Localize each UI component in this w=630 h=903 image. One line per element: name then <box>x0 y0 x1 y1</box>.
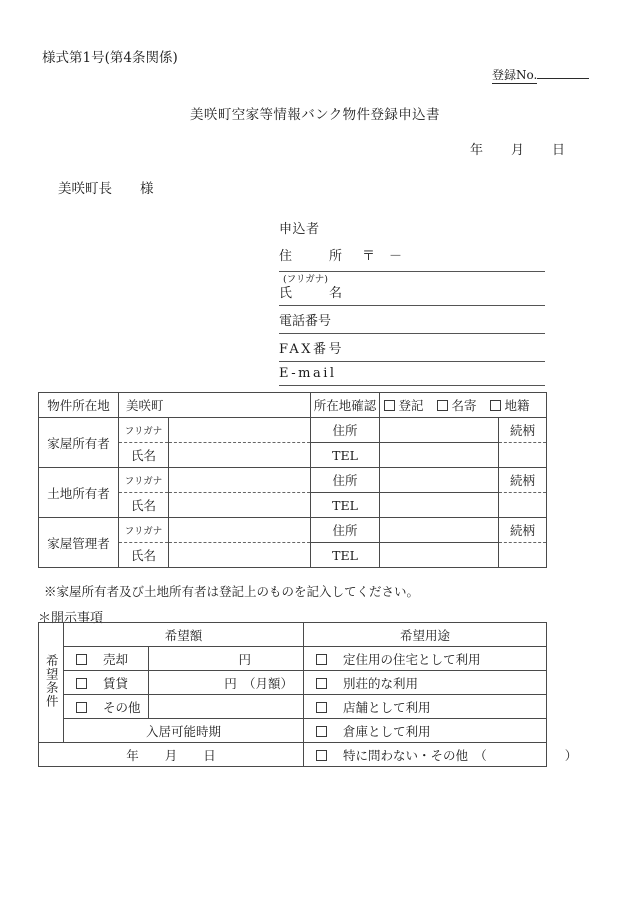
checkbox-icon[interactable] <box>384 400 395 411</box>
applicant-heading: 申込者 <box>279 222 320 237</box>
amount-option-label: その他 <box>103 699 141 715</box>
party-relation-value[interactable] <box>499 443 547 468</box>
property-location-value[interactable]: 美咲町 <box>119 393 311 418</box>
party-tel-value[interactable] <box>380 493 499 518</box>
amount-column-header: 希望額 <box>64 623 304 647</box>
table-row-other-amount <box>39 695 547 719</box>
registration-number-blank[interactable] <box>537 77 589 79</box>
addressee-line <box>58 177 154 197</box>
party-tel-label: TEL <box>311 443 380 468</box>
movein-year-label: 年 <box>126 747 139 763</box>
movein-month-label: 月 <box>164 747 178 763</box>
date-line <box>470 139 565 158</box>
confirm-option-nayose[interactable] <box>437 396 477 414</box>
party-name-value[interactable] <box>169 443 311 468</box>
use-option-label: 別荘的な利用 <box>343 675 419 691</box>
party-address-label: 住所 <box>311 518 380 543</box>
applicant-block-bottom-rule <box>279 385 545 386</box>
applicant-address-label: 住 所 <box>279 249 355 264</box>
amount-option-label: 売却 <box>103 651 129 667</box>
table-row-house-manager-furigana <box>39 518 547 543</box>
checkbox-icon[interactable] <box>76 678 87 689</box>
party-address-value[interactable] <box>380 518 499 543</box>
amount-unit-label: 円 <box>238 651 252 667</box>
party-relation-label: 続柄 <box>499 468 547 493</box>
table-row-movein-date <box>39 743 547 767</box>
use-option-label: 倉庫として利用 <box>343 723 431 739</box>
checkbox-icon[interactable] <box>316 726 327 737</box>
location-confirm-label: 所在地確認 <box>311 393 380 418</box>
use-option-close-paren: ） <box>564 747 578 763</box>
party-name-value[interactable] <box>169 493 311 518</box>
date-day-label: 日 <box>552 143 566 158</box>
checkbox-icon[interactable] <box>437 400 448 411</box>
use-option-residence[interactable] <box>304 647 547 671</box>
use-option-label: 特に問わない・その他 （ <box>343 747 487 763</box>
checkbox-icon[interactable] <box>76 702 87 713</box>
party-furigana-label: フリガナ <box>119 418 169 443</box>
party-relation-label: 続柄 <box>499 418 547 443</box>
party-role-land-owner: 土地所有者 <box>39 468 119 518</box>
party-relation-value[interactable] <box>499 493 547 518</box>
table-row-movein-header <box>39 719 547 743</box>
registration-number-label: 登録No. <box>492 68 538 82</box>
confirm-option-toroki[interactable] <box>384 396 424 414</box>
amount-option-label: 賃貸 <box>103 675 129 691</box>
applicant-fax-row[interactable] <box>279 333 545 361</box>
party-tel-label: TEL <box>311 543 380 568</box>
table-row-house-owner-furigana <box>39 418 547 443</box>
party-furigana-value[interactable] <box>169 518 311 543</box>
party-furigana-value[interactable] <box>169 468 311 493</box>
location-confirm-options <box>380 393 547 418</box>
party-role-house-owner: 家屋所有者 <box>39 418 119 468</box>
addressee-name: 美咲町長 <box>58 181 112 197</box>
checkbox-icon[interactable] <box>316 750 327 761</box>
applicant-tel-label: 電話番号 <box>279 314 332 330</box>
applicant-fax-label: FAX番号 <box>279 342 345 358</box>
disclosure-vertical-label-cell <box>39 623 64 743</box>
party-name-label: 氏名 <box>119 543 169 568</box>
amount-unit-label: 円 （月額） <box>224 675 294 691</box>
use-option-label: 店舗として利用 <box>343 699 431 715</box>
checkbox-icon[interactable] <box>76 654 87 665</box>
applicant-tel-row[interactable] <box>279 305 545 333</box>
amount-value-sale[interactable] <box>149 647 304 671</box>
date-year-label: 年 <box>470 143 484 158</box>
applicant-name-label: 氏 名 <box>279 285 355 301</box>
confirm-option-label: 登記 <box>398 398 424 413</box>
party-tel-value[interactable] <box>380 543 499 568</box>
applicant-address-row <box>279 239 545 271</box>
form-number: 様式第1号(第4条関係) <box>42 50 178 66</box>
table-row-sale <box>39 647 547 671</box>
disclosure-section-title: ＊開示事項 <box>38 611 104 626</box>
applicant-name-row[interactable] <box>279 271 545 305</box>
use-option-warehouse[interactable] <box>304 719 547 743</box>
disclosure-vertical-label: 希望条件 <box>44 654 60 708</box>
amount-value-other[interactable] <box>149 695 304 719</box>
movein-date-value[interactable] <box>39 743 304 767</box>
party-furigana-label: フリガナ <box>119 468 169 493</box>
use-option-shop[interactable] <box>304 695 547 719</box>
registration-number-field <box>492 66 589 83</box>
amount-option-rent[interactable] <box>64 671 149 695</box>
party-relation-value[interactable] <box>499 543 547 568</box>
applicant-furigana-label: (フリガナ) <box>283 274 328 285</box>
party-address-label: 住所 <box>311 418 380 443</box>
party-tel-value[interactable] <box>380 443 499 468</box>
applicant-block <box>279 218 545 386</box>
disclosure-table <box>38 622 578 767</box>
applicant-email-row[interactable] <box>279 361 545 385</box>
party-address-value[interactable] <box>380 468 499 493</box>
property-table <box>38 392 547 568</box>
postal-code-mark: 〒 <box>362 249 390 264</box>
confirm-option-label: 名寄 <box>451 398 477 413</box>
amount-option-sale[interactable] <box>64 647 149 671</box>
amount-option-other[interactable] <box>64 695 149 719</box>
party-furigana-value[interactable] <box>169 418 311 443</box>
party-name-value[interactable] <box>169 543 311 568</box>
party-address-value[interactable] <box>380 418 499 443</box>
checkbox-icon[interactable] <box>490 400 501 411</box>
movein-header: 入居可能時期 <box>64 719 304 743</box>
use-option-villa[interactable] <box>304 671 547 695</box>
confirm-option-chiseki[interactable] <box>490 396 530 414</box>
property-table-note: ※家屋所有者及び土地所有者は登記上のものを記入してください。 <box>44 584 420 599</box>
addressee-honorific: 様 <box>140 181 154 197</box>
property-location-label: 物件所在地 <box>39 393 119 418</box>
table-row-location <box>39 393 547 418</box>
party-tel-label: TEL <box>311 493 380 518</box>
checkbox-icon[interactable] <box>316 678 327 689</box>
movein-day-label: 日 <box>203 747 216 763</box>
checkbox-icon[interactable] <box>316 654 327 665</box>
date-month-label: 月 <box>511 143 525 158</box>
amount-value-rent[interactable] <box>149 671 304 695</box>
confirm-option-label: 地籍 <box>504 398 530 413</box>
postal-code-dash: － <box>389 249 403 264</box>
table-row-land-owner-furigana <box>39 468 547 493</box>
page-title: 美咲町空家等情報バンク物件登録申込書 <box>190 107 440 123</box>
use-option-label: 定住用の住宅として利用 <box>343 651 481 667</box>
use-column-header: 希望用途 <box>304 623 547 647</box>
party-furigana-label: フリガナ <box>119 518 169 543</box>
table-row-disclosure-header <box>39 623 547 647</box>
party-role-house-manager: 家屋管理者 <box>39 518 119 568</box>
party-relation-label: 続柄 <box>499 518 547 543</box>
use-option-any-other[interactable] <box>304 743 578 767</box>
applicant-email-label: E-mail <box>279 366 337 382</box>
party-address-label: 住所 <box>311 468 380 493</box>
table-row-rent <box>39 671 547 695</box>
party-name-label: 氏名 <box>119 443 169 468</box>
checkbox-icon[interactable] <box>316 702 327 713</box>
party-name-label: 氏名 <box>119 493 169 518</box>
